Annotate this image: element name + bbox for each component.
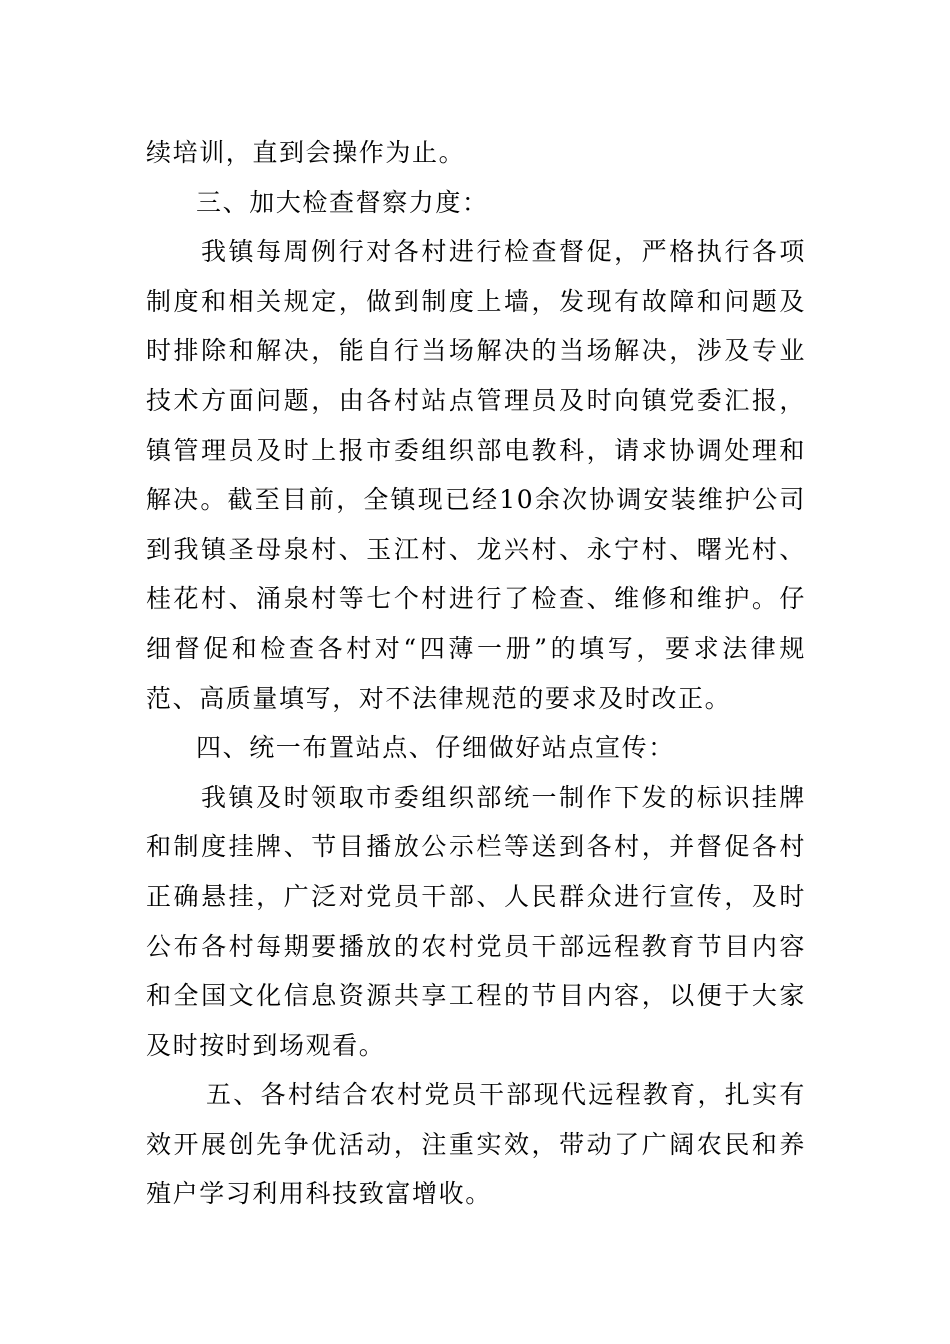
paragraph-publicity: 我镇及时领取市委组织部统一制作下发的标识挂牌和制度挂牌、节目播放公示栏等送到各村，并督促各村正确悬挂，广泛对党员干部、人民群众进行宣传，及时公布各村每期要播放的农村党员干部远程教育节目内容和全国文化信息资源共享工程的节目内容，以便于大家及时按时到场观看。 (146, 782, 806, 1060)
paragraph-continuation: 续培训，直到会操作为止。 (146, 138, 466, 167)
section-heading-3: 三、加大检查督察力度： (196, 187, 489, 217)
paragraph-inspection: 我镇每周例行对各村进行检查督促，严格执行各项制度和相关规定，做到制度上墙，发现有故障和问题及时排除和解决，能自行当场解决的当场解决，涉及专业技术方面问题，由各村站点管理员及时向镇党委汇报，镇管理员及时上报市委组织部电教科，请求协调处理和解决。截至目前，全镇现已经10余次协调安装维护公司到我镇圣母泉村、玉江村、龙兴村、永宁村、曙光村、桂花村、涌泉村等七个村进行了检查、维修和维护。仔细督促和检查各村对“四薄一册”的填写，要求法律规范、高质量填写，对不法律规范的要求及时改正。 (146, 237, 806, 713)
document-body (146, 128, 806, 1219)
section-heading-5: 五、各村结合农村党员干部现代远程教育，扎实有效开展创先争优活动，注重实效，带动了广阔农民和养殖户学习利用科技致富增收。 (146, 1080, 806, 1209)
section-heading-4: 四、统一布置站点、仔细做好站点宣传： (196, 733, 675, 763)
